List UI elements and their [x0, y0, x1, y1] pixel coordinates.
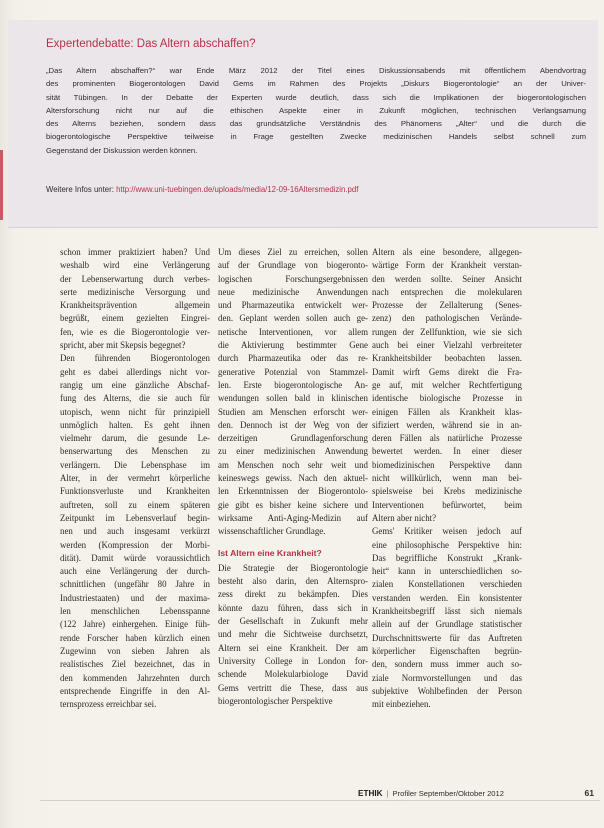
- text-line: keineswegs gewiss. Nach den aktuel-: [218, 473, 368, 484]
- text-line: Die Strategie der Biogerontologie: [218, 562, 368, 573]
- text-line: Gems vertritt die These, dass aus: [218, 682, 368, 693]
- text-line: heit“ kann in unterschiedlichen so-: [372, 566, 522, 577]
- text-line: unmöglich halten. Es geht ihnen: [60, 419, 210, 430]
- text-line: auftreten, soll zu einem späteren: [60, 499, 210, 510]
- text-line: wendungen sollen bald in klinischen: [218, 393, 368, 404]
- text-line: auch bei einer Vielzahl verbreiteter: [372, 340, 522, 351]
- info-box-line: biogerontologische Perspektive teilweise in Frage gestellten Zwecke medizinischen Handels selbst schnell zum: [46, 132, 586, 142]
- text-line: serte medizinische Versorgung und: [60, 286, 210, 297]
- text-line: subjektive Wohlbefinden der Person: [372, 685, 522, 696]
- text-line: derzeitigen Grundlagenforschung: [218, 433, 368, 444]
- text-line: realistisches Ziel bezeichnet, das in: [60, 659, 210, 670]
- text-line: netische Interventionen, vor allem: [218, 326, 368, 337]
- text-line: werden (Kompression der Morbi-: [60, 539, 210, 550]
- text-line: Krankheitsbegriff lässt sich niemals: [372, 606, 522, 617]
- text-line: wärtige Form der Krankheit verstan-: [372, 260, 522, 271]
- text-line: und mehr die Sichtweise durchsetzt,: [218, 629, 368, 640]
- text-line: Zeitpunkt im Lebensverlauf begin-: [60, 512, 210, 523]
- text-line: fung des Alterns, die sie auch für: [60, 393, 210, 404]
- text-line: einigen Fällen als Krankheit klas-: [372, 406, 522, 417]
- text-line: identische biologische Prozesse in: [372, 393, 522, 404]
- text-line: Interventionen befürwortet, beim: [372, 499, 522, 510]
- text-line: (122 Jahre) einhergehen. Einige füh-: [60, 619, 210, 630]
- text-line: den werden sollte. Seiner Ansicht: [372, 273, 522, 284]
- text-line: generative Potenzial von Stammzel-: [218, 366, 368, 377]
- text-line: wirksame Anti-Aging-Medizin auf: [218, 512, 368, 523]
- text-line: schnittlichen (ungefähr 80 Jahre in: [60, 579, 210, 590]
- text-line: geht es dabei allerdings nicht vor-: [60, 366, 210, 377]
- text-line: len menschlichen Lebensspanne: [60, 606, 210, 617]
- page-edge-mark: [0, 150, 3, 220]
- footer-magazine: ETHIK: [358, 789, 383, 798]
- info-box-line: des Alterns beziehen, sondern dass das grundsätzliche Verständnis des Phänomens „Alter“ und die durch die: [46, 119, 586, 129]
- text-line: Das begriffliche Konstrukt „Krank-: [372, 552, 522, 563]
- text-line: eine philosophische Perspektive hin:: [372, 539, 522, 550]
- text-line: Krankheitsbilder beobachten lassen.: [372, 353, 522, 364]
- info-box-line: „Das Altern abschaffen?“ war Ende März 2012 der Titel eines Diskussionsabends mit öffentlichem Abendvortrag: [46, 66, 586, 75]
- text-line: Prozesse der Zellalterung (Senes-: [372, 300, 522, 311]
- text-line: durch Pharmazeutika oder das re-: [218, 353, 368, 364]
- text-line: allein auf der Grundlage statistischer: [372, 619, 522, 630]
- article-column-1: [60, 246, 210, 711]
- text-line: auch eine Verlängerung der durch-: [60, 566, 210, 577]
- text-line: und Pharmazeutika entwickelt wer-: [218, 300, 368, 311]
- info-box-text: [46, 64, 586, 157]
- text-line: könnte dazu führen, dass sich in: [218, 602, 368, 613]
- text-line: den kommenden Jahrzehnten durch: [60, 672, 210, 683]
- text-line: Altern als eine besondere, allgegen-: [372, 247, 522, 257]
- text-line: rangig um eine gänzliche Abschaf-: [60, 379, 210, 390]
- text-line: biomedizinischen Perspektive dann: [372, 459, 522, 470]
- section-heading: Ist Altern eine Krankheit?: [218, 547, 322, 558]
- text-line: dität). Damit würde voraussichtlich: [60, 552, 210, 563]
- text-line: schende Molekularbiologe David: [218, 669, 368, 680]
- info-box-link-line: [46, 185, 586, 194]
- text-line: den, sondern muss immer auch so-: [372, 659, 522, 670]
- text-line: ternsprozess erreichbar sei.: [60, 699, 157, 710]
- info-link[interactable]: http://www.uni-tuebingen.de/uploads/media/12-09-16Altersmedizin.pdf: [116, 185, 359, 194]
- text-line: den. Geplant werden sollen auch ge-: [218, 313, 368, 324]
- text-line: nicht willkürlich, wenn man bei-: [372, 473, 522, 484]
- text-line: mit einbeziehen.: [372, 699, 431, 710]
- text-line: Um dieses Ziel zu erreichen, sollen: [218, 247, 368, 257]
- text-line: zenz) den pathologischen Verände-: [372, 313, 522, 324]
- text-line: verlängern. Die Lebensphase im: [60, 459, 210, 470]
- text-line: Krankheitsprävention allgemein: [60, 300, 210, 311]
- text-line: entsprechende Eingriffe in den Al-: [60, 685, 210, 696]
- text-line: Industriestaaten) und der maxima-: [60, 592, 210, 603]
- info-box-line: sität Tübingen. In der Debatte der Experten wurde deutlich, dass sich die Implikationen der biogerontologischen: [46, 92, 586, 102]
- text-line: besteht also darin, den Alternspro-: [218, 576, 368, 587]
- text-line: deren Fällen als natürliche Prozesse: [372, 433, 522, 444]
- text-line: vielmehr darum, die gesunde Le-: [60, 433, 210, 444]
- text-line: Damit wirft Gems direkt die Fra-: [372, 366, 522, 377]
- text-line: spricht, aber mit Skepsis begegnet?: [60, 340, 186, 351]
- text-line: weshalb wird eine Verlängerung: [60, 260, 210, 271]
- text-line: Alter, in der vermehrt körperliche: [60, 473, 210, 484]
- text-line: nen und auch insgesamt verkürzt: [60, 526, 210, 537]
- column-2-text-b: [218, 562, 368, 708]
- text-line: Funktionsverluste und Krankheiten: [60, 486, 210, 497]
- text-line: körperlicher Eigenschaften begrün-: [372, 645, 522, 656]
- footer-issue: Profiler September/Oktober 2012: [392, 789, 504, 798]
- footer-separator: |: [386, 789, 389, 798]
- text-line: logischen Forschungsergebnissen: [218, 273, 368, 284]
- text-line: bewertet werden. In einer dieser: [372, 446, 522, 457]
- text-line: ziale Normvorstellungen und das: [372, 672, 522, 683]
- text-line: rungen der Zellfunktion, wie sie sich: [372, 326, 522, 337]
- text-line: am Menschen noch sehr weit und: [218, 459, 368, 470]
- text-line: fen, wie es die Biogerontologie ver-: [60, 326, 210, 337]
- text-line: begrüßt, einem gezielten Eingrei-: [60, 313, 210, 324]
- text-line: der Lebenserwartung durch verbes-: [60, 273, 210, 284]
- text-line: Zugewinn von sieben Jahren als: [60, 645, 210, 656]
- article-column-2: [218, 246, 368, 708]
- column-2-text-a: [218, 246, 368, 539]
- text-line: benserwartung des Menschen zu: [60, 446, 210, 457]
- footer-rule: [40, 800, 600, 801]
- text-line: gie gibt es bisher keine sichere und: [218, 499, 368, 510]
- text-line: sifiziert werden, während sie in an-: [372, 419, 522, 430]
- text-line: wissenschaftlicher Grundlage.: [218, 526, 326, 537]
- text-line: Altern sei eine Krankheit. Der am: [218, 642, 368, 653]
- article-column-3: [372, 246, 522, 711]
- text-line: rende Forscher haben kürzlich einen: [60, 632, 210, 643]
- text-line: spielsweise bei Krebs medizinische: [372, 486, 522, 497]
- text-line: verstanden werden. Ein konsistenter: [372, 592, 522, 603]
- page-number: 61: [584, 788, 594, 798]
- text-line: auf der Grundlage von biogeronto-: [218, 260, 368, 271]
- text-line: zess direkt zu bekämpfen. Dies: [218, 589, 368, 600]
- text-line: zu einer medizinischen Anwendung: [218, 446, 368, 457]
- info-box-line: des prominenten Biogerontologen David Gems im Rahmen des Projekts „Diskurs Biogerontologie“ an der Univer-: [46, 79, 586, 89]
- text-line: zialen Konstellationen verschieden: [372, 579, 522, 590]
- text-line: ge auf, mit welcher Rechtfertigung: [372, 379, 522, 390]
- text-line: die Aktivierung bestimmter Gene: [218, 340, 368, 351]
- text-line: neue medizinische Anwendungen: [218, 286, 368, 297]
- text-line: nach entsprechen die molekularen: [372, 286, 522, 297]
- info-box-line: Altersforschung nicht nur auf die ethischen Aspekte einer in Zukunft möglichen, technischen Verlangsamung: [46, 105, 586, 115]
- text-line: den. Dennoch ist der Weg von der: [218, 419, 368, 430]
- text-line: Durchschnittswerte für das Auftreten: [372, 632, 522, 643]
- text-line: University College in London for-: [218, 655, 368, 666]
- text-line: len Erkenntnissen der Biogerontolo-: [218, 486, 368, 497]
- info-box-line: Gegenstand der Diskussion werden können.: [46, 145, 198, 155]
- text-line: der Gesellschaft in Zukunft mehr: [218, 616, 368, 627]
- link-prefix: Weitere Infos unter:: [46, 185, 114, 194]
- text-line: biogerontologischer Perspektive: [218, 695, 333, 706]
- text-line: Altern aber nicht?: [372, 512, 437, 523]
- text-line: utopisch, wenn nicht für prinzipiell: [60, 406, 210, 417]
- text-line: Studien am Menschen erforscht wer-: [218, 406, 368, 417]
- text-line: schon immer praktiziert haben? Und: [60, 247, 210, 257]
- page-footer: [358, 788, 594, 798]
- info-box-title: Expertendebatte: Das Altern abschaffen?: [46, 38, 256, 50]
- text-line: Den führenden Biogerontologen: [60, 353, 210, 364]
- text-line: len. Erste biogerontologische An-: [218, 379, 368, 390]
- text-line: Gems' Kritiker weisen jedoch auf: [372, 526, 522, 537]
